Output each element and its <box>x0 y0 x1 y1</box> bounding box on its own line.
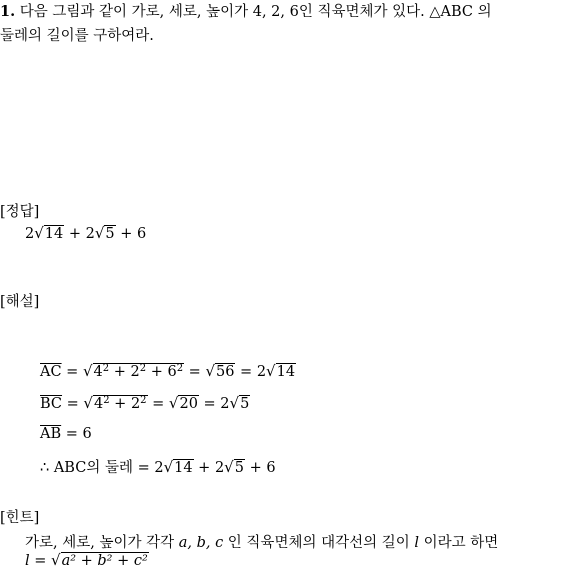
sqrt-bc: $√4^2 + 2^2$ <box>83 394 147 412</box>
answer-header: [정답] <box>0 204 40 220</box>
ac-term-b: + 2 <box>109 364 140 380</box>
eq-ab <box>40 426 92 442</box>
sqrt-56-arg: 56 <box>216 364 235 380</box>
hint-text-b: 인 직육면체의 대각선의 길이 <box>223 535 415 551</box>
bc-term-a: 4 <box>93 396 104 412</box>
sqrt-20: √20 <box>168 394 198 412</box>
hint-l: l <box>414 535 419 551</box>
question <box>0 0 570 48</box>
sqrt-5-bc: √5 <box>229 394 250 412</box>
eq-ac-equals: = <box>61 364 83 380</box>
sqrt-56: √56 <box>205 362 235 380</box>
question-text-1: 다음 그림과 같이 가로, 세로, 높이가 4, 2, 6인 직육면체가 있다. △ABC 의 <box>19 4 492 20</box>
ac-term-a: 4 <box>93 364 103 380</box>
hint-line-1 <box>25 531 498 552</box>
eq-conclusion <box>40 456 276 477</box>
conclusion-plus: + 2 <box>193 460 225 476</box>
sqrt-14-conc-arg: 14 <box>174 460 193 476</box>
sqrt-14-ac-arg: 14 <box>276 364 296 380</box>
sqrt-5-arg: 5 <box>105 226 115 242</box>
sqrt-ac: $√4^2 + 2^2 + 6^2$ <box>82 362 184 380</box>
sqrt-5-bc-arg: 5 <box>240 396 250 412</box>
hint-vars: a, b, c <box>178 535 224 551</box>
answer-value <box>25 224 146 242</box>
sqrt-diagonal: √a² + b² + c² <box>51 551 148 569</box>
question-number: 1. <box>0 3 16 20</box>
hint-text-a: 가로, 세로, 높이가 각각 <box>25 535 179 551</box>
segment-ac: $\overline{AC}$ <box>40 364 62 380</box>
sqrt-14-ac: √14 <box>266 362 296 380</box>
question-line-2: 둘레의 길이를 구하여라. <box>0 28 154 44</box>
sqrt-20-arg: 20 <box>179 396 198 412</box>
conclusion-rest: + 6 <box>244 460 276 476</box>
eq-ac-equals-3: = 2 <box>235 364 267 380</box>
bc-term-b: + 2 <box>109 396 141 412</box>
sqrt-diagonal-arg: a² + b² + c² <box>61 553 148 569</box>
hint-text-c: 이라고 하면 <box>418 535 499 551</box>
sqrt-5-conc: √5 <box>224 458 244 476</box>
eq-bc-equals: = <box>62 396 84 412</box>
hint-header: [힌트] <box>0 510 40 526</box>
eq-ab-rest: = 6 <box>61 426 92 442</box>
answer-plus-1: + 2 <box>64 226 95 242</box>
hint-formula-l: l <box>25 553 30 569</box>
sqrt-14-conc: √14 <box>163 458 193 476</box>
eq-bc-equals-2: = <box>147 396 169 412</box>
conclusion-prefix: ∴ ABC의 둘레 = 2 <box>40 460 164 476</box>
answer-coef-1: 2 <box>25 226 35 242</box>
sqrt-5-conc-arg: 5 <box>234 460 244 476</box>
answer-rest: + 6 <box>115 226 147 242</box>
sqrt-5: √5 <box>94 224 115 242</box>
hint-formula-eq: = <box>29 553 52 569</box>
segment-ab: $\overline{AB}$ <box>40 426 62 442</box>
segment-bc: $\overline{BC}$ <box>40 396 63 412</box>
hint-line-2 <box>25 551 149 569</box>
eq-bc <box>40 394 250 412</box>
explanation-header: [해설] <box>0 294 40 310</box>
sqrt-14-arg: 14 <box>44 226 64 242</box>
eq-ac-equals-2: = <box>184 364 206 380</box>
question-line-1 <box>0 0 570 24</box>
ac-term-c: + 6 <box>146 364 177 380</box>
sqrt-14: √14 <box>34 224 64 242</box>
eq-ac <box>40 362 296 380</box>
eq-bc-equals-3: = 2 <box>198 396 230 412</box>
